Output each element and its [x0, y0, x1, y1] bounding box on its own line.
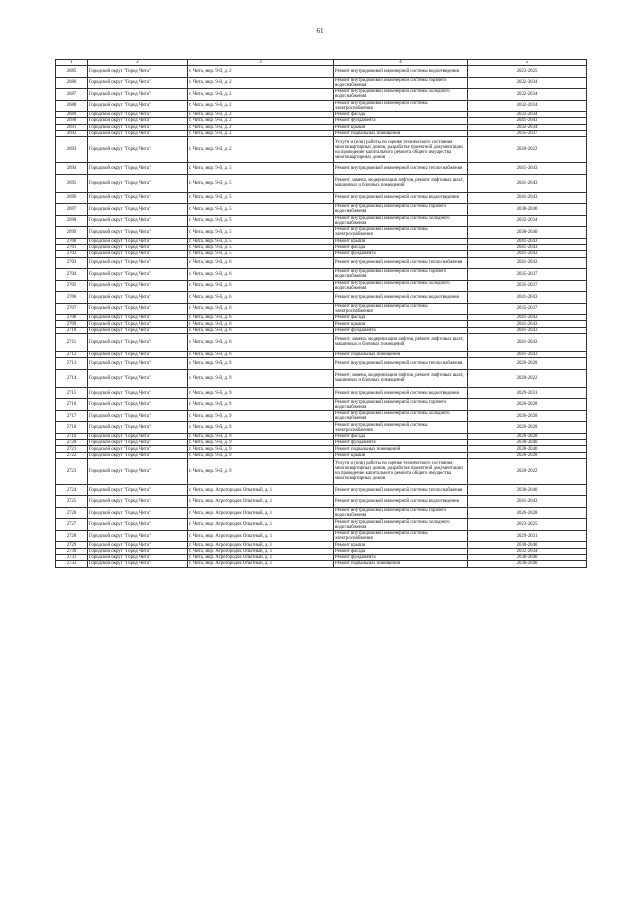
work-type-cell: Ремонт подвальных помещений: [334, 351, 468, 357]
period-cell: 2038-2040: [468, 561, 587, 567]
address-cell: г. Чита, мкр. Агрогородок Опытный, д. 1: [188, 496, 334, 508]
work-type-cell: Ремонт крыши: [334, 124, 468, 130]
table-row: [56, 192, 587, 204]
work-type-cell: Ремонт внутридомовой инженерной системы холодного водоснабжения: [334, 280, 468, 292]
address-cell: г. Чита, мкр. 9-й, д. 6: [188, 333, 334, 351]
municipality-cell: Городской округ "Город Чита": [88, 118, 188, 124]
row-number-cell: 2704: [56, 269, 88, 281]
row-number-cell: 2726: [56, 507, 88, 519]
period-cell: 2020-2022: [468, 137, 587, 163]
address-cell: г. Чита, мкр. 9-й, д. 6: [188, 280, 334, 292]
column-header: 5: [468, 60, 587, 66]
work-type-cell: Ремонт внутридомовой инженерной системы горячего водоснабжения: [334, 77, 468, 89]
period-cell: 2026-2028: [468, 433, 587, 439]
work-type-cell: Ремонт фасада: [334, 244, 468, 250]
municipality-cell: Городской округ "Город Чита": [88, 351, 188, 357]
table-row: [56, 163, 587, 175]
municipality-cell: Городской округ "Город Чита": [88, 358, 188, 370]
period-cell: 2035-2037: [468, 269, 587, 281]
period-cell: 2026-2028: [468, 452, 587, 458]
row-number-cell: 2727: [56, 519, 88, 531]
address-cell: г. Чита, мкр. 9-й, д. 5: [188, 204, 334, 216]
address-cell: г. Чита, мкр. 9-й, д. 6: [188, 315, 334, 321]
municipality-cell: Городской округ "Город Чита": [88, 369, 188, 387]
row-number-cell: 2707: [56, 303, 88, 315]
row-number-cell: 2717: [56, 410, 88, 422]
period-cell: 2035-2037: [468, 280, 587, 292]
row-number-cell: 2729: [56, 542, 88, 548]
work-type-cell: Ремонт подвальных помещений: [334, 446, 468, 452]
address-cell: г. Чита, мкр. 9-й, д. 5: [188, 244, 334, 250]
work-type-cell: Ремонт крыши: [334, 542, 468, 548]
address-cell: г. Чита, мкр. 9-й, д. 9: [188, 446, 334, 452]
work-type-cell: Ремонт внутридомовой инженерной системы горячего водоснабжения: [334, 507, 468, 519]
table-row: [56, 422, 587, 434]
work-type-cell: Ремонт внутридомовой инженерной системы электроснабжения: [334, 530, 468, 542]
municipality-cell: Городской округ "Город Чита": [88, 433, 188, 439]
municipality-cell: Городской округ "Город Чита": [88, 458, 188, 484]
period-cell: 2041-2043: [468, 251, 587, 257]
page-number: 61: [316, 27, 324, 35]
municipality-cell: Городской округ "Город Чита": [88, 327, 188, 333]
row-number-cell: 2703: [56, 257, 88, 269]
row-number-cell: 2708: [56, 315, 88, 321]
municipality-cell: Городской округ "Город Чита": [88, 333, 188, 351]
address-cell: г. Чита, мкр. Агрогородок Опытный, д. 1: [188, 530, 334, 542]
address-cell: г. Чита, мкр. Агрогородок Опытный, д. 1: [188, 507, 334, 519]
period-cell: 2038-2040: [468, 542, 587, 548]
address-cell: г. Чита, мкр. 9-й, д. 6: [188, 269, 334, 281]
work-type-cell: Ремонт внутридомовой инженерной системы водоотведения: [334, 292, 468, 304]
row-number-cell: 2694: [56, 163, 88, 175]
table-row: [56, 507, 587, 519]
row-number-cell: 2718: [56, 422, 88, 434]
municipality-cell: Городской округ "Город Чита": [88, 530, 188, 542]
municipality-cell: Городской округ "Город Чита": [88, 303, 188, 315]
row-number-cell: 2685: [56, 66, 88, 78]
address-cell: г. Чита, мкр. 9-й, д. 2: [188, 77, 334, 89]
work-type-cell: Ремонт фасада: [334, 548, 468, 554]
row-number-cell: 2719: [56, 433, 88, 439]
table-row: [56, 399, 587, 411]
address-cell: г. Чита, мкр. Агрогородок Опытный, д. 1: [188, 548, 334, 554]
column-header: 1: [56, 60, 88, 66]
address-cell: г. Чита, мкр. 9-й, д. 9: [188, 433, 334, 439]
table-row: [56, 561, 587, 567]
work-type-cell: Ремонт внутридомовой инженерной системы теплоснабжения: [334, 163, 468, 175]
municipality-cell: Городской округ "Город Чита": [88, 496, 188, 508]
municipality-cell: Городской округ "Город Чита": [88, 77, 188, 89]
address-cell: г. Чита, мкр. 9-й, д. 9: [188, 387, 334, 399]
municipality-cell: Городской округ "Город Чита": [88, 440, 188, 446]
work-type-cell: Ремонт фундамента: [334, 555, 468, 561]
work-type-cell: Ремонт фасада: [334, 112, 468, 118]
row-number-cell: 2706: [56, 292, 88, 304]
address-cell: г. Чита, мкр. 9-й, д. 9: [188, 452, 334, 458]
period-cell: 2026-2028: [468, 399, 587, 411]
address-cell: г. Чита, мкр. 9-й, д. 2: [188, 100, 334, 112]
municipality-cell: Городской округ "Город Чита": [88, 204, 188, 216]
row-number-cell: 2687: [56, 89, 88, 101]
period-cell: 2038-2040: [468, 440, 587, 446]
municipality-cell: Городской округ "Город Чита": [88, 321, 188, 327]
address-cell: г. Чита, мкр. 9-й, д. 6: [188, 303, 334, 315]
row-number-cell: 2712: [56, 351, 88, 357]
period-cell: 2038-2040: [468, 204, 587, 216]
row-number-cell: 2722: [56, 452, 88, 458]
table-row: [56, 530, 587, 542]
period-cell: 2041-2043: [468, 321, 587, 327]
table-row: [56, 215, 587, 227]
table-row: [56, 89, 587, 101]
municipality-cell: Городской округ "Город Чита": [88, 112, 188, 118]
period-cell: 2035-2037: [468, 130, 587, 136]
address-cell: г. Чита, мкр. 9-й, д. 5: [188, 215, 334, 227]
address-cell: г. Чита, мкр. 9-й, д. 6: [188, 292, 334, 304]
work-type-cell: Услуги и (или) работы по оценке технического состояния многоквартирных домов, разработке проектной документации на проведение капитального ремонта общего имущества многоквартирных домов: [334, 137, 468, 163]
period-cell: 2041-2043: [468, 163, 587, 175]
table-row: [56, 358, 587, 370]
period-cell: 2026-2028: [468, 422, 587, 434]
municipality-cell: Городской округ "Город Чита": [88, 399, 188, 411]
period-cell: 2023-2025: [468, 66, 587, 78]
work-type-cell: Ремонт внутридомовой инженерной системы электроснабжения: [334, 422, 468, 434]
table-row: [56, 269, 587, 281]
municipality-cell: Городской округ "Город Чита": [88, 100, 188, 112]
municipality-cell: Городской округ "Город Чита": [88, 387, 188, 399]
address-cell: г. Чита, мкр. 9-й, д. 6: [188, 351, 334, 357]
row-number-cell: 2688: [56, 100, 88, 112]
period-cell: 2026-2028: [468, 507, 587, 519]
address-cell: г. Чита, мкр. 9-й, д. 6: [188, 321, 334, 327]
row-number-cell: 2721: [56, 446, 88, 452]
work-type-cell: Ремонт фундамента: [334, 118, 468, 124]
row-number-cell: 2693: [56, 137, 88, 163]
table-row: [56, 174, 587, 192]
address-cell: г. Чита, мкр. Агрогородок Опытный, д. 1: [188, 555, 334, 561]
row-number-cell: 2732: [56, 561, 88, 567]
work-type-cell: Ремонт внутридомовой инженерной системы холодного водоснабжения: [334, 519, 468, 531]
address-cell: г. Чита, мкр. 9-й, д. 5: [188, 192, 334, 204]
table-row: [56, 204, 587, 216]
period-cell: 2035-2037: [468, 303, 587, 315]
period-cell: 2041-2043: [468, 351, 587, 357]
row-number-cell: 2691: [56, 124, 88, 130]
row-number-cell: 2731: [56, 555, 88, 561]
work-type-cell: Ремонт внутридомовой инженерной системы теплоснабжения: [334, 484, 468, 496]
period-cell: 2038-2040: [468, 446, 587, 452]
period-cell: 2041-2043: [468, 257, 587, 269]
row-number-cell: 2714: [56, 369, 88, 387]
row-number-cell: 2709: [56, 321, 88, 327]
row-number-cell: 2700: [56, 238, 88, 244]
municipality-cell: Городской округ "Город Чита": [88, 244, 188, 250]
work-type-cell: Ремонт внутридомовой инженерной системы холодного водоснабжения: [334, 215, 468, 227]
table-row: [56, 227, 587, 239]
row-number-cell: 2724: [56, 484, 88, 496]
table-row: [56, 137, 587, 163]
municipality-cell: Городской округ "Город Чита": [88, 507, 188, 519]
address-cell: г. Чита, мкр. 9-й, д. 9: [188, 399, 334, 411]
municipality-cell: Городской округ "Город Чита": [88, 215, 188, 227]
municipality-cell: Городской округ "Город Чита": [88, 519, 188, 531]
table-row: [56, 369, 587, 387]
table-row: [56, 257, 587, 269]
municipality-cell: Городской округ "Город Чита": [88, 192, 188, 204]
row-number-cell: 2711: [56, 333, 88, 351]
work-type-cell: Ремонт внутридомовой инженерной системы теплоснабжения: [334, 257, 468, 269]
address-cell: г. Чита, мкр. 9-й, д. 5: [188, 227, 334, 239]
municipality-cell: Городской округ "Город Чита": [88, 238, 188, 244]
row-number-cell: 2702: [56, 251, 88, 257]
row-number-cell: 2686: [56, 77, 88, 89]
address-cell: г. Чита, мкр. 9-й, д. 2: [188, 124, 334, 130]
period-cell: 2026-2028: [468, 410, 587, 422]
address-cell: г. Чита, мкр. 9-й, д. 6: [188, 327, 334, 333]
row-number-cell: 2715: [56, 387, 88, 399]
address-cell: г. Чита, мкр. 9-й, д. 2: [188, 89, 334, 101]
municipality-cell: Городской округ "Город Чита": [88, 163, 188, 175]
row-number-cell: 2723: [56, 458, 88, 484]
work-type-cell: Ремонт внутридомовой инженерной системы водоотведения: [334, 496, 468, 508]
work-type-cell: Ремонт внутридомовой инженерной системы электроснабжения: [334, 303, 468, 315]
table-row: [56, 66, 587, 78]
work-type-cell: Ремонт фундамента: [334, 327, 468, 333]
municipality-cell: Городской округ "Город Чита": [88, 292, 188, 304]
municipality-cell: Городской округ "Город Чита": [88, 66, 188, 78]
column-header: 2: [88, 60, 188, 66]
period-cell: 2041-2043: [468, 315, 587, 321]
address-cell: г. Чита, мкр. Агрогородок Опытный, д. 1: [188, 519, 334, 531]
work-type-cell: Ремонт фундамента: [334, 251, 468, 257]
table-row: [56, 280, 587, 292]
address-cell: г. Чита, мкр. 9-й, д. 2: [188, 118, 334, 124]
row-number-cell: 2730: [56, 548, 88, 554]
municipality-cell: Городской округ "Город Чита": [88, 561, 188, 567]
period-cell: 2020-2022: [468, 369, 587, 387]
address-cell: г. Чита, мкр. 9-й, д. 9: [188, 422, 334, 434]
row-number-cell: 2713: [56, 358, 88, 370]
period-cell: 2032-2034: [468, 112, 587, 118]
address-cell: г. Чита, мкр. 9-й, д. 9: [188, 440, 334, 446]
period-cell: 2038-2040: [468, 555, 587, 561]
table-row: [56, 519, 587, 531]
period-cell: 2038-2040: [468, 227, 587, 239]
capital-repair-table: [55, 59, 587, 568]
address-cell: г. Чита, мкр. 9-й, д. 2: [188, 66, 334, 78]
row-number-cell: 2692: [56, 130, 88, 136]
address-cell: г. Чита, мкр. 9-й, д. 5: [188, 174, 334, 192]
work-type-cell: Ремонт фасада: [334, 315, 468, 321]
table-row: [56, 303, 587, 315]
period-cell: 2038-2040: [468, 484, 587, 496]
period-cell: 2041-2043: [468, 333, 587, 351]
table-row: [56, 410, 587, 422]
municipality-cell: Городской округ "Город Чита": [88, 446, 188, 452]
period-cell: 2032-2034: [468, 89, 587, 101]
municipality-cell: Городской округ "Город Чита": [88, 227, 188, 239]
row-number-cell: 2725: [56, 496, 88, 508]
municipality-cell: Городской округ "Город Чита": [88, 315, 188, 321]
table-row: [56, 333, 587, 351]
period-cell: 2041-2043: [468, 496, 587, 508]
municipality-cell: Городской округ "Город Чита": [88, 137, 188, 163]
address-cell: г. Чита, мкр. 9-й, д. 9: [188, 458, 334, 484]
work-type-cell: Ремонт внутридомовой инженерной системы водоотведения: [334, 192, 468, 204]
work-type-cell: Услуги и (или) работы по оценке технического состояния многоквартирных домов, разработке проектной документации на проведение капитального ремонта общего имущества многоквартирных домов: [334, 458, 468, 484]
period-cell: 2020-2022: [468, 458, 587, 484]
address-cell: г. Чита, мкр. Агрогородок Опытный, д. 1: [188, 484, 334, 496]
work-type-cell: Ремонт крыши: [334, 452, 468, 458]
period-cell: 2029-2031: [468, 530, 587, 542]
table-row: [56, 292, 587, 304]
municipality-cell: Городской округ "Город Чита": [88, 555, 188, 561]
work-type-cell: Ремонт внутридомовой инженерной системы электроснабжения: [334, 227, 468, 239]
municipality-cell: Городской округ "Город Чита": [88, 542, 188, 548]
address-cell: г. Чита, мкр. 9-й, д. 9: [188, 410, 334, 422]
column-header: 3: [188, 60, 334, 66]
municipality-cell: Городской округ "Город Чита": [88, 124, 188, 130]
period-cell: 2032-2034: [468, 77, 587, 89]
period-cell: 2026-2028: [468, 358, 587, 370]
row-number-cell: 2697: [56, 204, 88, 216]
work-type-cell: Ремонт крыши: [334, 238, 468, 244]
municipality-cell: Городской округ "Город Чита": [88, 410, 188, 422]
work-type-cell: Ремонт, замена, модернизация лифтов, ремонт лифтовых шахт, машинных и блочных помещений: [334, 369, 468, 387]
period-cell: 2041-2043: [468, 292, 587, 304]
address-cell: г. Чита, мкр. 9-й, д. 5: [188, 251, 334, 257]
work-type-cell: Ремонт внутридомовой инженерной системы электроснабжения: [334, 100, 468, 112]
period-cell: 2041-2043: [468, 174, 587, 192]
table-row: [56, 496, 587, 508]
work-type-cell: Ремонт внутридомовой инженерной системы горячего водоснабжения: [334, 269, 468, 281]
municipality-cell: Городской округ "Город Чита": [88, 130, 188, 136]
table-row: [56, 100, 587, 112]
address-cell: г. Чита, мкр. 9-й, д. 2: [188, 112, 334, 118]
row-number-cell: 2699: [56, 227, 88, 239]
row-number-cell: 2705: [56, 280, 88, 292]
municipality-cell: Городской округ "Город Чита": [88, 174, 188, 192]
municipality-cell: Городской округ "Город Чита": [88, 484, 188, 496]
work-type-cell: Ремонт внутридомовой инженерной системы холодного водоснабжения: [334, 89, 468, 101]
work-type-cell: Ремонт подвальных помещений: [334, 561, 468, 567]
municipality-cell: Городской округ "Город Чита": [88, 548, 188, 554]
address-cell: г. Чита, мкр. 9-й, д. 5: [188, 238, 334, 244]
row-number-cell: 2716: [56, 399, 88, 411]
address-cell: г. Чита, мкр. 9-й, д. 5: [188, 163, 334, 175]
work-type-cell: Ремонт внутридомовой инженерной системы водоотведения: [334, 387, 468, 399]
row-number-cell: 2710: [56, 327, 88, 333]
work-type-cell: Ремонт, замена, модернизация лифтов, ремонт лифтовых шахт, машинных и блочных помещений: [334, 174, 468, 192]
address-cell: г. Чита, мкр. 9-й, д. 9: [188, 358, 334, 370]
address-cell: г. Чита, мкр. 9-й, д. 6: [188, 257, 334, 269]
period-cell: 2041-2043: [468, 238, 587, 244]
work-type-cell: Ремонт подвальных помещений: [334, 130, 468, 136]
municipality-cell: Городской округ "Город Чита": [88, 280, 188, 292]
row-number-cell: 2698: [56, 215, 88, 227]
work-type-cell: Ремонт внутридомовой инженерной системы теплоснабжения: [334, 358, 468, 370]
period-cell: 2032-2034: [468, 124, 587, 130]
row-number-cell: 2696: [56, 192, 88, 204]
period-cell: 2041-2043: [468, 192, 587, 204]
row-number-cell: 2689: [56, 112, 88, 118]
table-row: [56, 484, 587, 496]
work-type-cell: Ремонт внутридомовой инженерной системы горячего водоснабжения: [334, 204, 468, 216]
period-cell: 2032-2034: [468, 100, 587, 112]
row-number-cell: 2720: [56, 440, 88, 446]
address-cell: г. Чита, мкр. Агрогородок Опытный, д. 1: [188, 561, 334, 567]
municipality-cell: Городской округ "Город Чита": [88, 269, 188, 281]
period-cell: 2029-2031: [468, 387, 587, 399]
period-cell: 2041-2043: [468, 327, 587, 333]
address-cell: г. Чита, мкр. 9-й, д. 9: [188, 369, 334, 387]
work-type-cell: Ремонт крыши: [334, 321, 468, 327]
work-type-cell: Ремонт внутридомовой инженерной системы холодного водоснабжения: [334, 410, 468, 422]
row-number-cell: 2728: [56, 530, 88, 542]
period-cell: 2041-2043: [468, 244, 587, 250]
address-cell: г. Чита, мкр. Агрогородок Опытный, д. 1: [188, 542, 334, 548]
work-type-cell: Ремонт внутридомовой инженерной системы горячего водоснабжения: [334, 399, 468, 411]
municipality-cell: Городской округ "Город Чита": [88, 452, 188, 458]
work-type-cell: Ремонт внутридомовой инженерной системы водоотведения: [334, 66, 468, 78]
period-cell: 2023-2025: [468, 519, 587, 531]
address-cell: г. Чита, мкр. 9-й, д. 2: [188, 130, 334, 136]
period-cell: 2032-2034: [468, 215, 587, 227]
column-header: 4: [334, 60, 468, 66]
work-type-cell: Ремонт фундамента: [334, 440, 468, 446]
row-number-cell: 2701: [56, 244, 88, 250]
table-row: [56, 77, 587, 89]
address-cell: г. Чита, мкр. 9-й, д. 2: [188, 137, 334, 163]
row-number-cell: 2690: [56, 118, 88, 124]
period-cell: 2032-2034: [468, 548, 587, 554]
work-type-cell: Ремонт, замена, модернизация лифтов, ремонт лифтовых шахт, машинных и блочных помещений: [334, 333, 468, 351]
municipality-cell: Городской округ "Город Чита": [88, 422, 188, 434]
row-number-cell: 2695: [56, 174, 88, 192]
period-cell: 2041-2043: [468, 118, 587, 124]
municipality-cell: Городской округ "Город Чита": [88, 251, 188, 257]
municipality-cell: Городской округ "Город Чита": [88, 257, 188, 269]
work-type-cell: Ремонт фасада: [334, 433, 468, 439]
table-row: [56, 458, 587, 484]
table-row: [56, 387, 587, 399]
municipality-cell: Городской округ "Город Чита": [88, 89, 188, 101]
